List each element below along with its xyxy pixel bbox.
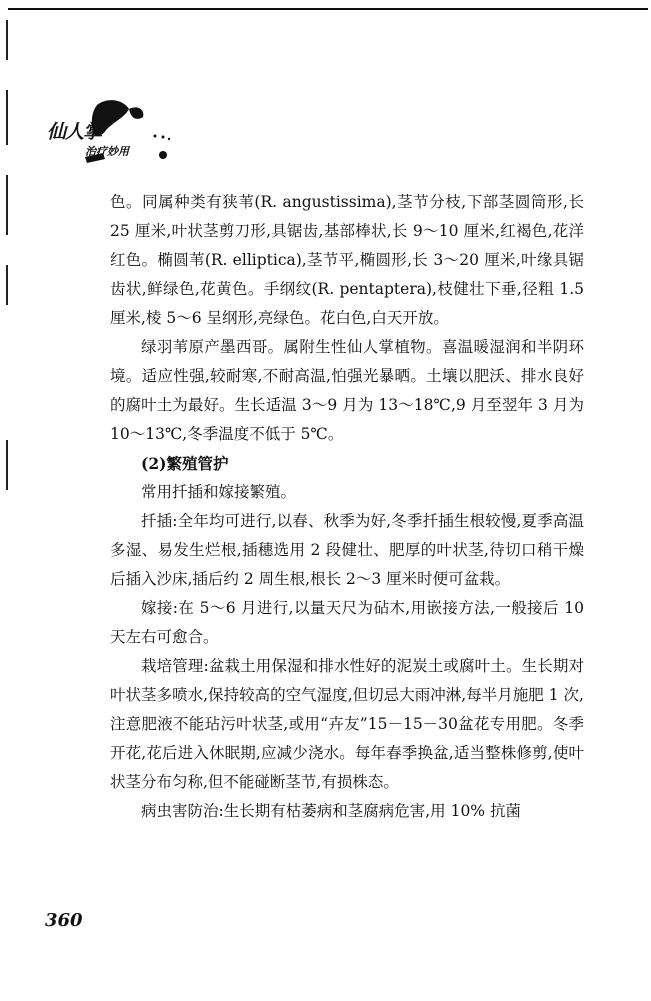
paragraph: 绿羽苇原产墨西哥。属附生性仙人掌植物。喜温暖湿润和半阴环境。适应性强,较耐寒,不耐高温,怕强光暴晒。土壤以肥沃、排水良好的腐叶土为最好。生长适温 3～9 月为 13～18℃,9 月至翌年 3 月为 10～13℃,冬季温度不低于 5℃。 bbox=[110, 338, 584, 443]
paragraph: 常用扦插和嫁接繁殖。 bbox=[141, 483, 297, 501]
paragraph: 病虫害防治:生长期有枯萎病和茎腐病危害,用 10% 抗菌 bbox=[141, 802, 521, 820]
body-text bbox=[110, 188, 584, 826]
book-title: 仙人掌 bbox=[47, 121, 102, 143]
paragraph: 嫁接:在 5～6 月进行,以量天尺为砧木,用嵌接方法,一般接后 10 天左右可愈合。 bbox=[110, 599, 584, 646]
running-header bbox=[45, 95, 235, 175]
paragraph: 色。同属种类有狭苇(R. angustissima),茎节分枝,下部茎圆筒形,长 25 厘米,叶状茎剪刀形,具锯齿,基部棒状,长 9～10 厘米,红褐色,花洋红色。椭圆苇(R. elliptica),茎节平,椭圆形,长 3～20 厘米,叶缘具锯齿状,鲜绿色,花黄色。手纲纹(R. pentaptera),枝健壮下垂,径粗 1.5 厘米,棱 5～6 呈纲形,亮绿色。花白色,白天开放。 bbox=[110, 193, 584, 327]
paragraph: 扦插:全年均可进行,以春、秋季为好,冬季扦插生根较慢,夏季高温多湿、易发生烂根,插穗选用 2 段健壮、肥厚的叶状茎,待切口稍干燥后插入沙床,插后约 2 周生根,根长 2～3 厘米时便可盆栽。 bbox=[110, 512, 584, 588]
page-number: 360 bbox=[45, 910, 83, 931]
book-subtitle: 治疗妙用 bbox=[85, 145, 129, 158]
paragraph: 栽培管理:盆栽土用保湿和排水性好的泥炭土或腐叶土。生长期对叶状茎多喷水,保持较高的空气湿度,但切忌大雨冲淋,每半月施肥 1 次,注意肥液不能玷污叶状茎,或用“卉友”15－15－30盆花专用肥。冬季开花,花后进入休眠期,应减少浇水。每年春季换盆,适当整株修剪,使叶状茎分布匀称,但不能碰断茎节,有损株态。 bbox=[110, 657, 584, 791]
margin-marks bbox=[6, 20, 10, 500]
section-heading: (2)繁殖管护 bbox=[141, 454, 229, 473]
top-rule bbox=[8, 8, 648, 10]
